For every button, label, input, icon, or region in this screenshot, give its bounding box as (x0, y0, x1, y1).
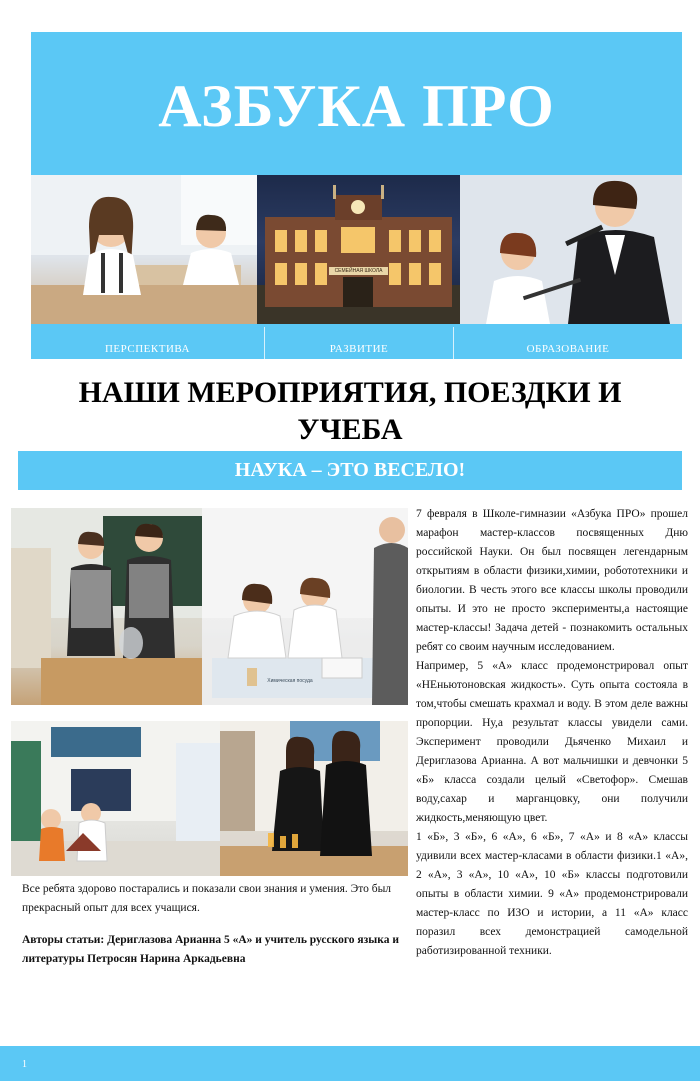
section-banner (18, 451, 682, 490)
section-title: НАУКА – ЭТО ВЕСЕЛО! (234, 459, 466, 481)
photo-caption: Все ребята здорово постарались и показали свои знания и умения. Это был прекрасный опыт для всех учащися. (22, 883, 392, 914)
article-paragraph: Например, 5 «А» класс продемонстрировал опыт «НЕньютоновская жидкость». Суть опыта состояла в том,чтобы смешать крахмал и воду. В этом деле важны пропорции. Ну,а результат классы увидели сами. Эксперимент проводили Дьяченко Михаил и Дериглазова Арианна. А вот мальчишки и девчонки 5 «Б» класса создали целый «Светофор». Смешав воду,сахар и марганцовку, они получили жидкость,меняющую цвет. (416, 660, 688, 824)
newsletter-title: АЗБУКА ПРО (158, 73, 555, 139)
photo-girls-mixing (220, 721, 408, 876)
photo-school-building (257, 175, 460, 324)
masthead-banner (31, 32, 682, 175)
nav-item-education: ОБРАЗОВАНИЕ (526, 343, 610, 355)
photo-students-at-desks (31, 175, 257, 324)
nav-item-development: РАЗВИТИЕ (329, 343, 389, 355)
page-number: 1 (22, 1059, 27, 1070)
article-body (416, 505, 688, 961)
footer-bar (0, 1046, 700, 1081)
photo-student-speakers (460, 175, 682, 324)
article-paragraph: 1 «Б», 3 «Б», 6 «А», 6 «Б», 7 «А» и 8 «А» классы удивили всех мастер-класами в области физики.1 «А», 2 «А», 3 «А», 10 «А», 10 «Б» классы подготовили опыты в области химии. 9 «А» продемонстрировали мастер-класс по ИЗО и истории, а 11 «А» класс поразил всех демонстрацией самодельной работизированной техники. (416, 831, 688, 957)
photo-volcano-experiment (11, 721, 220, 876)
building-sign: СЕМЕЙНАЯ ШКОЛА (334, 268, 383, 274)
nav-item-perspective: ПЕРСПЕКТИВА (104, 343, 190, 355)
photo-boys-experiment (11, 508, 202, 705)
article-paragraph: 7 февраля в Школе-гимназии «Азбука ПРО» прошел марафон мастер-классов посвященных Дню российской Науки. Он был посвящен легендарным открытиям в области физики,химии, робототехники и биологии. В честь этого все классы школы проводили опыты. И это не просто эксперименты,а настоящие мастер-классы! Задача детей - познакомить остальных ребят со своим научным исследованием. (416, 508, 688, 653)
photo-girls-experiment (202, 508, 408, 705)
lab-sign: Химическая посуда (267, 678, 313, 684)
page-headline: НАШИ МЕРОПРИЯТИЯ, ПОЕЗДКИ И УЧЕБА (78, 376, 622, 446)
article-authors: Авторы статьи: Дериглазова Арианна 5 «А» и учитель русского языка и литературы Петросян Нарина Аркадьевна (22, 934, 399, 965)
nav-strip (31, 324, 682, 359)
